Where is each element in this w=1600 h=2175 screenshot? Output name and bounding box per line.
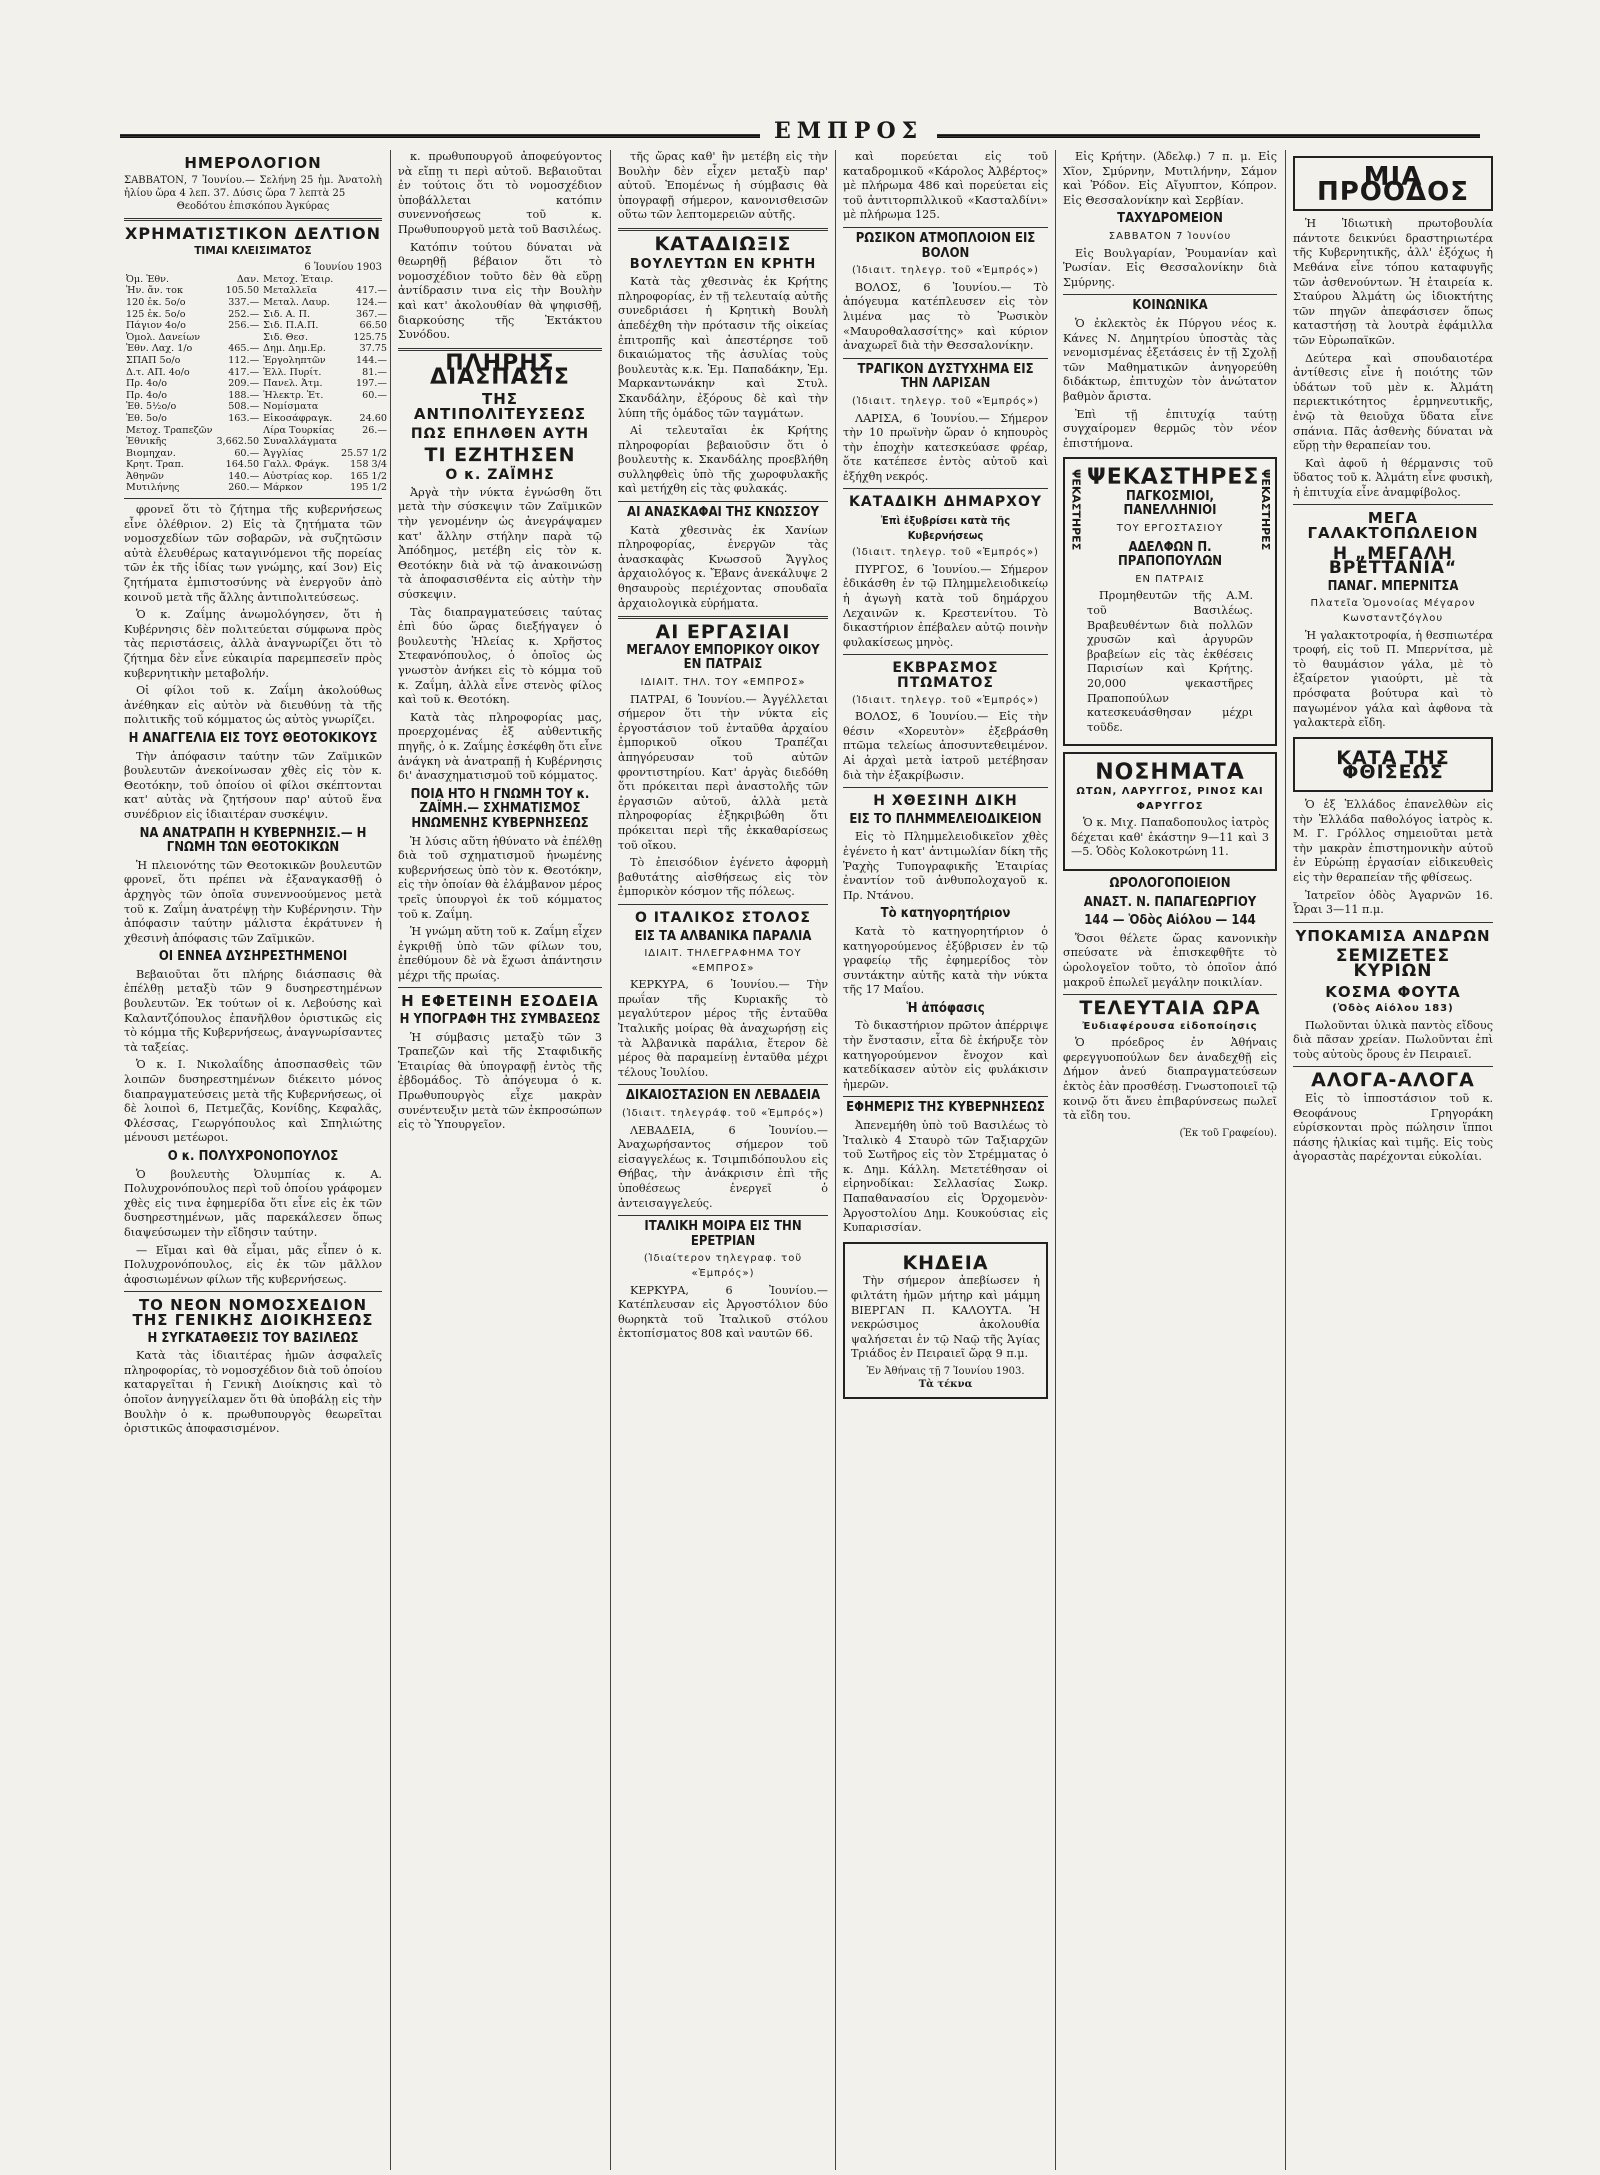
- article-paragraph: Κατὰ τὰς ἰδιαιτέρας ἡμῶν ἀσφαλεῖς πληροφορίας, τὸ νομοσχέδιον διὰ τοῦ ὁποίου καταργεῖται ἡ Γενικὴ Διοίκησις καὶ τὸ ὁποῖον ἀνηγγείλαμεν ὅτι θὰ ὑποβάλῃ εἰς τὴν Βουλὴν ὁ κ. πρωθυπουργὸς θεωρεῖται ὁριστικῶς ἀποφασισμένον.: [124, 1349, 382, 1436]
- ad-subtitle: ΠΑΓΚΟΣΜΙΟΙ, ΠΑΝΕΛΛΗΝΙΟΙ: [1123, 488, 1217, 519]
- financial-table-cell: 188.—: [228, 389, 260, 401]
- financial-table-row: [124, 448, 389, 460]
- ad-subtitle: ΑΝΑΣΤ. Ν. ΠΑΠΑΓΕΩΡΓΙΟΥ: [1083, 894, 1257, 910]
- article-paragraph: ΠΥΡΓΟΣ, 6 Ἰουνίου.— Σήμερον ἐδικάσθη ἐν τῷ Πλημμελειοδικείῳ ἡ ἀγωγὴ κατὰ τοῦ δημάρχου Λεχαινῶν κ. Κρεστενίτου. Τὸ δικαστήριον ἐπέβαλεν αὐτῷ ποινὴν φυλακίσεως μηνὸς.: [843, 562, 1048, 649]
- divider: [843, 787, 1048, 788]
- column-rule: [390, 150, 391, 2170]
- subheading: Ο κ. ΠΟΛΥΧΡΟΝΟΠΟΥΛΟΣ: [167, 1149, 339, 1164]
- financial-table-row: [124, 309, 389, 321]
- dateline: ΙΔΙΑΙΤ. ΤΗΛ. ΤΟΥ «ΕΜΠΡΟΣ»: [640, 677, 806, 688]
- article-paragraph: Εἰς Κρήτην. (Ἀδελφ.) 7 π. μ. Εἰς Χῖον, Σμύρνην, Μυτιλήνην, Σάμον καὶ Ῥόδον. Εἰς Αἴγυπτον, Κόπρον. Εἰς Θεσσαλονίκην καὶ Σερβίαν.: [1063, 150, 1277, 207]
- article-paragraph: Ὁ ἐκλεκτὸς ἐκ Πύργου νέος κ. Κάνες Ν. Δημητρίου ὑποστὰς τὰς νενομισμένας ἐξετάσεις ἐν τῇ Σχολῇ τῶν Μαθηματικῶν ἀνηγορεύθη διδάκτωρ, ἐπιτυχὼν τὸν ἀνώτατον βαθμὸν ἄριστα.: [1063, 316, 1277, 403]
- dateline: (Ἰδιαιτ. τηλεγρ. τοῦ «Ἐμπρός»): [852, 395, 1039, 407]
- financial-table-cell: Σιδ. Π.Α.Π.: [263, 320, 319, 332]
- financial-table-cell: 417.—: [355, 285, 387, 297]
- financial-table-cell: Σιδ. Α. Π.: [263, 308, 311, 320]
- headline: ΠΛΗΡΗΣ ΔΙΑΣΠΑΣΙΣ: [430, 350, 570, 391]
- subheading: Τὸ κατηγορητήριον: [880, 906, 1011, 922]
- financial-table-row: [124, 320, 389, 332]
- headline: ΚΑΤΑΔΙΚΗ ΔΗΜΑΡΧΟΥ: [849, 494, 1042, 511]
- article-paragraph: Τὰς διαπραγματεύσεις ταύτας ἐπὶ δύο ὥρας διεξήγαγεν ὁ βουλευτὴς Ἠλείας κ. Χρῆστος Στεφανόπουλος, ὁ ὁποῖος ὡς γνωστὸν ἀνήκει εἰς τὸ κόμμα τοῦ κ. Ζαΐμη, ἀλλὰ εἶνε στενὸς φίλος καὶ τοῦ κ. Θεοτόκη.: [398, 605, 602, 707]
- financial-table-cell: 66.50: [359, 320, 387, 332]
- financial-table-cell: Εἰκοσάφραγκ.: [263, 412, 333, 424]
- financial-table-cell: Πρ. 4ο/ο: [126, 389, 167, 401]
- ad-text: Πωλοῦνται ὑλικὰ παντὸς εἴδους διὰ πᾶσαν χρείαν. Πωλοῦνται ἐπὶ τοὺς αὐτοὺς ὅρους ἐν Πειραιεῖ.: [1293, 1018, 1493, 1061]
- subheading: ΕΙΣ ΤΑ ΑΛΒΑΝΙΚΑ ΠΑΡΑΛΙΑ: [634, 928, 812, 944]
- financial-table-row: [124, 274, 389, 286]
- progress-ad: [1293, 156, 1493, 211]
- divider: [843, 654, 1048, 655]
- subheading: ΙΤΑΛΙΚΗ ΜΟΙΡΑ ΕΙΣ ΤΗΝ ΕΡΕΤΡΙΑΝ: [644, 1219, 802, 1249]
- subheading: Ἡ ἀπόφασις: [906, 1000, 985, 1016]
- article-paragraph: Βεβαιοῦται ὅτι πλήρης διάσπασις θὰ ἐπέλθῃ μεταξὺ τῶν 9 δυσηρεστημένων βουλευτῶν. Ἐκ τούτων οἱ κ. Λεβούσης καὶ Καλαντζόπουλος ἐπανῆλθον ὁριστικῶς εἰς τὸ κόμμα τῆς Κυβερνήσεως, ἀναγνωρίσαντες τὰ ταξείας.: [124, 967, 382, 1054]
- financial-table-cell: Ἑλλ. Πυρίτ.: [263, 366, 322, 378]
- article-paragraph: Ἀργὰ τὴν νύκτα ἐγνώσθη ὅτι μετὰ τὴν σύσκεψιν τῶν Ζαϊμικῶν τὴν γενομένην ὡς ἀνεγράψαμεν κατ' ἄλλην στήλην παρὰ τῷ Ἀπόδημος, μετέβη εἰς τὸν κ. Θεοτόκην διὰ νὰ τῷ ἀνακοινώσῃ τὰ ἀποφασισθέντα εἰς αὐτὴν τὴν σύσκεψιν.: [398, 485, 602, 602]
- ad-text: Ὁ ἐξ Ἑλλάδος ἐπανελθὼν εἰς τὴν Ἑλλάδα παθολόγος ἰατρὸς κ. Μ. Γ. Γρόλλος σημειοῦται μετὰ τὴν μακρὰν ἐπιστημονικὴν αὐτοῦ ἐν Εὐρώπῃ ἐργασίαν εἰδικευθεὶς εἰς τὴν θεραπείαν τῆς φθίσεως.: [1293, 797, 1493, 884]
- financial-table-cell: Ἀθηνῶν: [126, 470, 164, 482]
- divider: [1063, 994, 1277, 995]
- financial-table-cell: Ἠλεκτρ. Ἐτ.: [263, 389, 324, 401]
- financial-table-row: [124, 425, 389, 437]
- ad-text: Δεύτερα καὶ σπουδαιοτέρα ἀντίθεσις εἶνε ἡ ποιότης τῶν ὑδάτων τοῦ μὲν κ. Ἀλμάτη περιεκτικότητος ἐρμηνευτικῆς, ἐνῷ τὰ θειοῦχα ὕδατα εἶνε σπάνια. Πᾶς ἀσθενὴς δύναται νὰ εὕρῃ τὴν θεραπείαν του.: [1293, 351, 1493, 453]
- headline: ΠΩΣ ΕΠΗΛΘΕΝ ΑΥΤΗ: [410, 426, 590, 443]
- article-paragraph: καὶ πορεύεται εἰς τοῦ καταδρομικοῦ «Κάρολος Ἀλβέρτος» μὲ πλήρωμα 486 καὶ πορεύεται εἰς τοῦ ἀντιτορπιλλικοῦ «Κασταλδίνι» μὲ πλήρωμα 125.: [843, 150, 1048, 222]
- column-2: [398, 150, 602, 2160]
- ad-text: Προμηθευτῶν τῆς Α.Μ. τοῦ Βασιλέως. Βραβευθέντων διὰ πολλῶν χρυσῶν καὶ ἀργυρῶν βραβείων εἰς τὰς ἐκθέσεις Παρισίων καὶ Κρήτης. 20,000 ψεκαστῆρες Πραποπούλων κατεσκευάσθησαν μέχρι τοῦδε.: [1087, 589, 1253, 734]
- financial-table-cell: 60.—: [234, 447, 260, 459]
- ad-title: ΚΑΤΑ ΤΗΣ ΦΘΙΣΕΩΣ: [1336, 746, 1450, 784]
- article-paragraph: Κατὰ τὰς χθεσινὰς ἐκ Κρήτης πληροφορίας, ἐν τῇ τελευταίᾳ αὐτῆς συνεδριάσει ἡ Κρητικὴ Βουλὴ ἀπεδέχθη τὴν πρότασιν τῆς οἰκείας ἐπιτροπῆς καὶ ἀπεστέρησε τοῦ δικαιώματος τῆς ἀσυλίας τοὺς βουλευτὰς κ.κ. Ἐμ. Παπαδάκην, Ἐμ. Μαρκαντωνάκην καὶ Στυλ. Σκανδάλην, ἐξόρους δὲ καὶ τὴν λύπη τῆς ὁμάδος τῶν ταγμάτων.: [618, 275, 828, 420]
- financial-table-cell: 252.—: [228, 308, 260, 320]
- column-rule: [835, 150, 836, 2170]
- article-paragraph: Κατὰ τὸ κατηγορητήριον ὁ κατηγορούμενος ἐξύβρισεν ἐν τῷ γραφείῳ τῆς ἐφημερίδος τὸν συντάκτην αὐτῆς κατὰ τὴν νύκτα τῆς 17 Μαΐου.: [843, 924, 1048, 997]
- subheading: Η ΥΠΟΓΡΑΦΗ ΤΗΣ ΣΥΜΒΑΣΕΩΣ: [399, 1012, 601, 1028]
- financial-table-cell: 158 3/4: [350, 459, 387, 471]
- sprayers-side-label: ΨΕΚΑΣΤΗΡΕΣ: [1259, 469, 1272, 551]
- subheading: ΜΕΓΑΛΟΥ ΕΜΠΟΡΙΚΟΥ ΟΙΚΟΥ ΕΝ ΠΑΤΡΑΙΣ: [626, 642, 820, 673]
- ad-title: ΑΛΟΓΑ-ΑΛΟΓΑ: [1311, 1069, 1475, 1092]
- column-1: [124, 150, 387, 2160]
- article-paragraph: ΛΑΡΙΣΑ, 6 Ἰουνίου.— Σήμερον τὴν 10 πρωϊνὴν ὥραν ὁ κηπουρὸς τὴν ἐποχὴν κατεσκεύασε φρέαρ, ὅτε κατέπεσε ἐντὸς αὐτοῦ καὶ ἐξήχθη νεκρός.: [843, 411, 1048, 483]
- column-rule: [1055, 150, 1056, 2170]
- ad-title: ΜΕΓΑ ΓΑΛΑΚΤΟΠΩΛΕΙΟΝ: [1307, 509, 1479, 543]
- financial-table-cell: 125.75: [353, 331, 387, 343]
- financial-table-cell: Συναλλάγματα: [263, 436, 337, 448]
- financial-table-cell: 417.—: [228, 366, 260, 378]
- article-paragraph: — Εἴμαι καὶ θὰ εἶμαι, μᾶς εἶπεν ὁ κ. Πολυχρονόπουλος, εἰς ἐκ τῶν μᾶλλον ἀφοσιωμένων φίλων τῆς κυβερνήσεως.: [124, 1243, 382, 1286]
- doctor-ad: [1063, 752, 1277, 871]
- divider: [1293, 922, 1493, 923]
- financial-table-cell: Δ.τ. ΑΠ. 4ο/ο: [126, 366, 190, 378]
- headline: ΤΙ ΕΖΗΤΗΣΕΝ: [424, 443, 576, 466]
- financial-table-cell: 60.—: [362, 389, 387, 401]
- financial-table-cell: [214, 425, 261, 437]
- dateline: (Ἰδιαιτ. τηλεγράφ. τοῦ «Ἐμπρός»): [621, 1108, 825, 1120]
- financial-table-cell: 120 ἐκ. 5ο/ο: [126, 296, 186, 308]
- article-paragraph: Εἰς τὸ Πλημμελειοδικεῖον χθὲς ἐγένετο ἡ κατ' ἀντιμωλίαν δίκη τῆς Ῥαχὴς Τυπογραφικῆς Ἑταιρίας ἐναντίον τοῦ ἀνθυπολοχαγοῦ κ. Πρ. Ντάνου.: [843, 830, 1048, 902]
- subheading: ΕΙΣ ΤΟ ΠΛΗΜΜΕΛΕΙΟΔΙΚΕΙΟΝ: [849, 811, 1042, 827]
- divider: [843, 358, 1048, 359]
- article-paragraph: τῆς ὥρας καθ' ἣν μετέβη εἰς τὴν Βουλὴν δὲν εἶχεν μεταξὺ παρ' αὐτοῦ. Ἐπομένως ἡ σύμβασις θὰ ὑπογραφῇ σήμερον, κανονισθεισῶν οὕτω τῶν λεπτομερειῶν αὐτῆς.: [618, 150, 828, 222]
- article-paragraph: Τὸ δικαστήριον πρῶτον ἀπέρριψε τὴν ἔνστασιν, εἶτα δὲ ἐκήρυξε τὸν κατηγορούμενον ἔνοχον καὶ κατεδίκασεν αὐτὸν εἰς φυλάκισιν ἡμερῶν.: [843, 1019, 1048, 1091]
- financial-table-cell: Αὐστρίας κορ.: [263, 470, 333, 482]
- article-paragraph: Κατὰ τὰς πληροφορίας μας, προερχομένας ἐξ αὐθεντικῆς πηγῆς, ὁ κ. Ζαΐμης ἐσκέφθη ὅτι εἶνε ἀνάγκη νὰ ἀνατραπῇ ἡ Κυβέρνησις δι' ἀνασχηματισμοῦ τοῦ κόμματος.: [398, 710, 602, 783]
- financial-bulletin-date: 6 Ἰουνίου 1903: [304, 261, 382, 273]
- article-paragraph: Ἡ σύμβασις μεταξὺ τῶν 3 Τραπεζῶν καὶ τῆς Σταφιδικῆς Ἑταιρίας θὰ ὑπογραφῇ ἐντὸς τῆς ἐβδομάδος. Τὸ ἀπόγευμα ὁ κ. Πρωθυπουργὸς εἶχε μακρὰν συνέντευξιν μετὰ τῶν ἐκπροσώπων εἰς τὸ Ὑπουργεῖον.: [398, 1030, 602, 1132]
- financial-table-cell: [214, 332, 261, 344]
- subheading: ΝΑ ΑΝΑΤΡΑΠΗ Η ΚΥΒΕΡΝΗΣΙΣ.— Η ΓΝΩΜΗ ΤΩΝ ΘΕΟΤΟΚΙΚΩΝ: [139, 825, 367, 856]
- divider: [398, 987, 602, 988]
- divider: [1063, 294, 1277, 295]
- financial-table-cell: Ἐθ. 5ο/ο: [126, 412, 167, 424]
- article-paragraph: Κατὰ χθεσινὰς ἐκ Χανίων πληροφορίας, ἐνεργῶν τὰς ἀνασκαφὰς Κνωσσοῦ Ἄγγλος ἀρχαιολόγος κ. Ἔβανς ἀνεκάλυψε 2 θησαυροὺς περιέχοντας σπουδαῖα ἀρχαιολογικὰ εὑρήματα.: [618, 523, 828, 610]
- ad-subtitle: Η „ΜΕΓΑΛΗ ΒΡΕΤΤΑΝΙΑ“: [1328, 543, 1458, 579]
- financial-table-row: [124, 343, 389, 355]
- article-paragraph: Ἡ λύσις αὕτη ἠθύνατο νὰ ἐπέλθῃ διὰ τοῦ σχηματισμοῦ ἡνωμένης κυβερνήσεως ὑπὸ τὸν κ. Θεοτόκην, εἰς τὴν ὁποίαν θὰ ἐλάμβανον μέρος τρεῖς ὑπουργοὶ ἐκ τοῦ κόμματος τοῦ κ. Ζαΐμη.: [398, 834, 602, 921]
- calendar-title: ΗΜΕΡΟΛΟΓΙΟΝ: [184, 154, 322, 172]
- article-paragraph: ΒΟΛΟΣ, 6 Ἰουνίου.— Τὸ ἀπόγευμα κατέπλευσεν εἰς τὸν λιμένα μας τὸ Ῥωσικὸν «Μαυροθαλασσίτης» καὶ κύριον ἀναχωρεῖ διὰ τὴν Θεσσαλονίκην.: [843, 280, 1048, 353]
- headline: ΤΟ ΝΕΟΝ ΝΟΜΟΣΧΕΔΙΟΝ ΤΗΣ ΓΕΝΙΚΗΣ ΔΙΟΙΚΗΣΕΩΣ: [132, 1296, 374, 1329]
- column-6: [1293, 150, 1493, 2160]
- financial-table-cell: Ἀγγλίας: [263, 447, 304, 459]
- financial-table-row: [124, 390, 389, 402]
- financial-table-cell: Μετοχ. Ἑταιρ.: [263, 273, 334, 285]
- subheading: ΚΟΙΝΩΝΙΚΑ: [1132, 298, 1208, 314]
- ad-text: Ἡ Ἰδιωτικὴ πρωτοβουλία πάντοτε δεικνύει δραστηριωτέρα τῆς Κυβερνητικῆς, ἀλλ' ἐξόχως ἡ Μεθάνα εἶνε τόπου καταφυγῆς τῶν ἀσθενούντων. Ἡ ἐταιρεία κ. Σταύρου Ἀλμάτη ὡς ἰδιοκτήτης τῶν πηγῶν ἀπεφάσισεν ὅπως καταστήσῃ τὰ λουτρὰ ἐφάμιλλα τῶν Εὐρωπαϊκῶν.: [1293, 217, 1493, 347]
- financial-table-cell: Νομίσματα: [263, 401, 319, 413]
- ad-text: Ἡ γαλακτοτροφία, ἡ θεσπιωτέρα τροφή, εἰς τοῦ Π. Μπερνίτσα, μὲ τὸ θαυμάσιον γάλα, μὲ τὸ ἐξαίρετον γιαούρτι, μὲ τὰ πρόσφατα βούτυρα καὶ τὸ παγωμένον γάλα καὶ ἀφθονα τὰ γαλακτερὰ εἴδη.: [1293, 628, 1493, 730]
- financial-table: [124, 274, 389, 494]
- funeral-place: Ἐν Ἀθήναις τῇ 7 Ἰουνίου 1903.: [866, 1365, 1025, 1377]
- article-paragraph: ΚΕΡΚΥΡΑ, 6 Ἰουνίου.— Κατέπλευσαν εἰς Ἀργοστόλιον δύο θωρηκτὰ τοῦ Ἰταλικοῦ στόλου ἐκτοπίσματος 808 καὶ ναυτῶν 66.: [618, 1283, 828, 1341]
- financial-table-cell: [339, 274, 389, 286]
- subheading: ΑΙ ΑΝΑΣΚΑΦΑΙ ΤΗΣ ΚΝΩΣΣΟΥ: [627, 505, 819, 521]
- subheading: ΡΩΣΙΚΟΝ ΑΤΜΟΠΛΟΙΟΝ ΕΙΣ ΒΟΛΟΝ: [855, 230, 1036, 261]
- financial-table-cell: Πανελ. Ἀτμ.: [263, 378, 323, 390]
- financial-table-row: [124, 471, 389, 483]
- subheading: Η ΑΝΑΓΓΕΛΙΑ ΕΙΣ ΤΟΥΣ ΘΕΟΤΟΚΙΚΟΥΣ: [128, 730, 378, 746]
- divider: [1293, 1066, 1493, 1067]
- article-paragraph: Τὸ ἐπεισόδιον ἐγένετο ἀφορμὴ βαθυτάτης αἰσθήσεως εἰς τὸν ἐμπορικὸν κόσμον τῆς πόλεως.: [618, 856, 828, 899]
- dateline: (Ἰδιαιτ. τηλεγρ. τοῦ «Ἐμπρός»): [852, 547, 1039, 559]
- divider: [843, 488, 1048, 489]
- financial-table-cell: Πρ. 4ο/ο: [126, 378, 167, 390]
- dateline: (Ἰδιαιτ. τηλεγρ. τοῦ «Ἐμπρός»): [852, 265, 1039, 277]
- subheading: ΕΦΗΜΕΡΙΣ ΤΗΣ ΚΥΒΕΡΝΗΣΕΩΣ: [846, 1100, 1045, 1116]
- financial-table-cell: 125 ἐκ. 5ο/ο: [126, 308, 186, 320]
- funeral-signature: Τὰ τέκνα: [918, 1378, 973, 1390]
- column-rule: [1285, 150, 1286, 2170]
- headline: Η ΧΘΕΣΙΝΗ ΔΙΚΗ: [873, 793, 1018, 810]
- dateline: (Ἰδιαιτ. τηλεγρ. τοῦ «Ἐμπρός»): [852, 694, 1039, 706]
- financial-table-cell: 37.75: [359, 343, 387, 355]
- article-paragraph: Ὁ κ. Ζαΐμης ἀνωμολόγησεν, ὅτι ἡ Κυβέρνησις δὲν πολιτεύεται σύμφωνα πρὸς τὰς περιστάσεις, ἀλλὰ ἀναγνωρίζει ὅτι τὸ ζήτημα δὲν εἶνε εὐκαιρία παρεμπεσεῖν πρὸς κυβερνητικὴν μεταβολήν.: [124, 608, 382, 680]
- financial-table-cell: Μεταλ. Λαυρ.: [263, 296, 330, 308]
- ad-subtitle: Ἐυδιαφέρουσα εἰδοποίησις: [1082, 1020, 1258, 1032]
- financial-table-cell: 367.—: [355, 308, 387, 320]
- financial-bulletin-subtitle: ΤΙΜΑΙ ΚΛΕΙΣΙΜΑΤΟΣ: [194, 245, 312, 258]
- financial-table-cell: 3,662.50: [216, 436, 260, 448]
- subheading: ΟΙ ΕΝΝΕΑ ΔΥΣΗΡΕΣΤΗΜΕΝΟΙ: [158, 949, 348, 965]
- subheading: ΤΡΑΓΙΚΟΝ ΔΥΣΤΥΧΗΜΑ ΕΙΣ ΤΗΝ ΛΑΡΙΣΑΝ: [857, 361, 1034, 392]
- financial-table-cell: 197.—: [355, 378, 387, 390]
- article-paragraph: Ἡ γνώμη αὕτη τοῦ κ. Ζαΐμη εἶχεν ἐγκριθῇ ὑπὸ τῶν φίλων του, ἐπεθύμουν δὲ νὰ ἔχωσι ἀπάντησιν μέχρι τῆς πρωίας.: [398, 925, 602, 982]
- financial-table-cell: 260.—: [228, 482, 260, 494]
- financial-table-cell: Μεταλλεῖα: [263, 285, 318, 297]
- divider: [1293, 504, 1493, 505]
- masthead: [120, 118, 1480, 144]
- ad-subtitle: ΣΕΜΙΖΕΤΕΣ ΚΥΡΙΩΝ: [1335, 946, 1451, 981]
- financial-table-cell: Σιδ. Θεσ.: [263, 331, 309, 343]
- ad-text: Καὶ ἀφοῦ ἡ θέρμανσις τοῦ ὕδατος τοῦ κ. Ἀλμάτη εἶνε φυσικὴ, ἡ ἐπιτυχία εἶνε ἀναμφίβολος.: [1293, 456, 1493, 499]
- divider: [618, 904, 828, 905]
- column-rule: [610, 150, 611, 2170]
- financial-table-cell: Λίρα Τουρκίας: [263, 424, 335, 436]
- financial-table-cell: 25.57 1/2: [340, 447, 387, 459]
- financial-table-cell: 165 1/2: [350, 470, 387, 482]
- financial-table-cell: Ἐθνικῆς: [126, 436, 167, 448]
- article-paragraph: Οἱ φίλοι τοῦ κ. Ζαΐμη ἀκολούθως ἀνέθηκαν εἰς αὐτὸν νὰ διευθύνῃ τὰ τῆς πολιτικῆς τοῦ κόμματος ὡς αὐτὸς γνωρίζει.: [124, 684, 382, 727]
- financial-table-cell: Ἐργοληπτῶν: [263, 354, 326, 366]
- column-5: [1063, 150, 1277, 2160]
- headline: ΚΑΤΑΔΙΩΞΙΣ: [654, 232, 792, 255]
- financial-table-row: [124, 378, 389, 390]
- divider: [618, 501, 828, 502]
- ad-subtitle: ΚΟΣΜΑ ΦΟΥΤΑ: [1325, 982, 1461, 1001]
- financial-table-row: [124, 401, 389, 413]
- financial-table-cell: 465.—: [228, 343, 260, 355]
- financial-bulletin-title: ΧΡΗΜΑΤΙΣΤΙΚΟΝ ΔΕΛΤΙΟΝ: [125, 223, 381, 243]
- dateline: ΙΔΙΑΙΤ. ΤΗΛΕΓΡΑΦΗΜΑ ΤΟΥ «ΕΜΠΡΟΣ»: [644, 948, 802, 974]
- ad-subtitle: 144 — Ὁδὸς Αἰόλου — 144: [1084, 913, 1256, 929]
- headline: Η ΕΦΕΤΕΙΝΗ ΕΣΟΔΕΙΑ: [401, 992, 599, 1011]
- divider: [843, 227, 1048, 228]
- article-paragraph: Ὁ βουλευτὴς Ὀλυμπίας κ. Α. Πολυχρονόπουλος περὶ τοῦ ὁποίου γράφομεν χθὲς εἰς τινα ἐφημερίδα ὅτι εἶνε εἰς ἐκ τῶν δυσηρεστημένων, μᾶς παρεκάλεσεν ὅπως διαψεύσωμεν τὴν εἴδησιν ταύτην.: [124, 1167, 382, 1239]
- divider: [843, 1096, 1048, 1097]
- dateline: ΣΑΒΒΑΤΟΝ 7 Ἰουνίου: [1108, 230, 1232, 242]
- funeral-title: ΚΗΔΕΙΑ: [902, 1251, 989, 1274]
- article-paragraph: κ. πρωθυπουργοῦ ἀποφεύγοντος νὰ εἴπῃ τι περὶ αὐτοῦ. Βεβαιοῦται ἐν τούτοις ὅτι τὸ νομοσχέδιον ὑποβάλλεται κατόπιν συνεννοήσεως τοῦ κ. Πρωθυπουργοῦ μετὰ τοῦ Βασιλέως.: [398, 150, 602, 236]
- financial-table-cell: [339, 436, 389, 448]
- financial-table-cell: 209.—: [228, 378, 260, 390]
- financial-table-row: [124, 285, 389, 297]
- ad-subtitle: Πλατεῖα Ὁμονοίας Μέγαρον Κωνσταντζόγλου: [1310, 598, 1476, 625]
- financial-table-cell: Πάγιον 4ο/ο: [126, 320, 186, 332]
- ad-text: Ὁ κ. Μιχ. Παπαδοπουλος ἰατρὸς δέχεται καθ' ἑκάστην 9—11 καὶ 3—5. Ὁδὸς Κολοκοτρώνη 11.: [1071, 816, 1269, 859]
- financial-table-cell: Βιομηχαν.: [126, 447, 176, 459]
- article-paragraph: Ἀπενεμήθη ὑπὸ τοῦ Βασιλέως τὸ Ἰταλικὸ 4 Σταυρὸ τῶν Ταξιαρχῶν τοῦ Σωτῆρος εἰς τὸν Στρέμματας ὁ κ. Δημ. Κάλλη. Μετετέθησαν οἱ εἰρηνοδίκαι: Σελλασίας Σωκρ. Παπαθανασίου εἰς Ὀρχομενὸν· Ἀργοστολίου Δημ. Κουκούσιας εἰς Κυπαρισσίαν.: [843, 1119, 1048, 1235]
- ad-title: ΜΙΑ ΠΡΟΟΔΟΣ: [1316, 162, 1469, 207]
- article-paragraph: Τὴν ἀπόφασιν ταύτην τῶν Ζαϊμικῶν βουλευτῶν ἀνεκοίνωσαν χθὲς εἰς τὸν κ. Θεοτόκην, τοῦ ὁποίου οἱ φίλοι σκέπτονται κατ' αὐτὰς νὰ ζητήσουν παρ' αὐτοῦ ἕνα συνέδριον εἰς ἰδιαιτέραν συσκέψιν.: [124, 749, 382, 821]
- financial-table-cell: 195 1/2: [350, 482, 387, 494]
- article-paragraph: ΒΟΛΟΣ, 6 Ἰουνίου.— Εἰς τὴν θέσιν «Χορευτὸν» ἐξεβράσθη πτῶμα τελείως ἀποσυντεθειμένον. Αἱ ἀρχαὶ μετὰ ἰατροῦ μετέβησαν διὰ τὴν ἐξακρίβωσιν.: [843, 710, 1048, 782]
- funeral-notice: [843, 1242, 1048, 1399]
- headline: ΒΟΥΛΕΥΤΩΝ ΕΝ ΚΡΗΤΗ: [629, 256, 817, 272]
- financial-table-cell: Μυτιλήνης: [126, 482, 180, 494]
- divider: [124, 1291, 382, 1292]
- ad-title: ΤΕΛΕΥΤΑΙΑ ΩΡΑ: [1079, 997, 1261, 1020]
- article-paragraph: Ἡ πλειονότης τῶν Θεοτοκικῶν βουλευτῶν φρονεῖ, ὅτι πρέπει νὰ ἐξαναγκασθῇ ὁ ἀρχηγὸς τῶν ὁποῖα συνεννοούμενος μετὰ τοῦ κ. Ζαΐμη ἀνατρέψῃ τὴν Κυβέρνησιν. Τὴν ἀπόφασιν ταύτην μάλιστα ἐκράτυνεν ἡ χθεσινὴ ἀπόφασις τῶν Ζαϊμικῶν.: [124, 858, 382, 945]
- subheading: ΔΙΚΑΙΟΣΤΑΣΙΟΝ ΕΝ ΛΕΒΑΔΕΙΑ: [625, 1088, 821, 1104]
- financial-table-row: [124, 367, 389, 379]
- tuberculosis-ad: [1293, 737, 1493, 792]
- financial-table-cell: Δημ. Δημ.Ερ.: [263, 343, 326, 355]
- financial-table-cell: Ἡν. ἄν. τοκ: [126, 285, 183, 297]
- financial-table-cell: Δαν.: [236, 273, 260, 285]
- financial-table-cell: 112.—: [228, 354, 260, 366]
- article-paragraph: ΛΕΒΑΔΕΙΑ, 6 Ἰουνίου.— Ἀναχωρήσαντος σήμερον τοῦ εἰσαγγελέως κ. Τσιμπιδόπουλου εἰς Θήβας, τὴν ἀνάκρισιν ἐπὶ τῆς ὑποθέσεως ἐνεργεῖ ὁ ἀντεισαγγελεύς.: [618, 1123, 828, 1210]
- financial-table-cell: Ἐθ. 5½ο/ο: [126, 401, 177, 413]
- financial-table-cell: Μετοχ. Τραπεζῶν: [126, 424, 213, 436]
- ad-title: ΨΕΚΑΣΤΗΡΕΣ: [1087, 465, 1260, 491]
- financial-table-cell: 163.—: [228, 412, 260, 424]
- article-paragraph: ΠΑΤΡΑΙ, 6 Ἰουνίου.— Ἀγγέλλεται σήμερον ὅτι τὴν νύκτα εἰς ἐργοστάσιον τοῦ ἐνταῦθα ἀρχαίου ἐμπορικοῦ οἴκου Τραπέζαι ἀπηγόρευσαν τοῦ αὐτῶν φροντιστηρίου. Κατ' ἀργὰς διεδόθη ὅτι πρόκειται περὶ ἀναστολῆς τῶν ἐργασιῶν αὐτοῦ, ἀλλὰ μετὰ πληροφορίας ἐξηκριβώθη ὅτι πρόκειται περὶ τῆς ἐκκαθαρίσεως τοῦ οἴκου.: [618, 692, 828, 852]
- financial-table-cell: 81.—: [362, 366, 387, 378]
- article-paragraph: Εἰς Βουλγαρίαν, Ῥουμανίαν καὶ Ῥωσίαν. Εἰς Θεσσαλονίκην διὰ Σμύρνης.: [1063, 246, 1277, 289]
- newspaper-name: ΕΜΠΡΟΣ: [760, 118, 937, 144]
- divider: [618, 616, 828, 619]
- financial-table-cell: 337.—: [228, 296, 260, 308]
- financial-table-cell: 164.50: [225, 459, 260, 471]
- article-paragraph: φρονεῖ ὅτι τὸ ζήτημα τῆς κυβερνήσεως εἶνε ὀλέθριον. 2) Εἰς τὰ ζητήματα τῶν νομοσχεδίων τῶν σοβαρῶν, νὰ συζητῶσιν αὐτὰ ἐλευθέρως καταγινόμενοι τῆς πορείας τῶν ἐκ τῆς ἰδίας των γνώμης, καί 3ον) Εἰς ζητήματα ἐμπιστοσύνης νὰ ἐνεργοῦν ἀπὸ κοινοῦ μετὰ τῆς ἄλλης ἀντιπολιτεύσεως.: [124, 503, 382, 604]
- article-paragraph: Ὁ κ. Ι. Νικολαΐδης ἀποσπασθεὶς τῶν λοιπῶν δυσηρεστημένων διέκειτο μόνος διαπραγματεύσεις μετὰ τῆς Κυβερνήσεως, οἱ δὲ λοιποὶ 6, Πετμεζᾶς, Κονίδης, Κεφαλᾶς, Φλέσσας, Γεωργόπουλος καὶ Σπηλιώτης μένουσι μετέωροι.: [124, 1058, 382, 1145]
- financial-table-row: [124, 332, 389, 344]
- headline: ΕΚΒΡΑΣΜΟΣ ΠΤΩΜΑΤΟΣ: [892, 660, 999, 691]
- ad-text: Ὁ πρόεδρος ἐν Ἀθήναις φερεγγυοπούλων δεν ἀναδεχθῇ εἰς Δήμον ἀνεύ διαπραγματεύσεων ἐκτὸς ἐὰν προσθέσῃ. Γνωστοποιεῖ τῷ κοινῷ ὅτι ἄνευ ἐπιβαρύνσεως πωλεῖ τὰ εἴδη του.: [1063, 1036, 1277, 1123]
- ad-subtitle: ΕΝ ΠΑΤΡΑΙΣ: [1135, 573, 1205, 585]
- subheading: Η ΣΥΓΚΑΤΑΘΕΣΙΣ ΤΟΥ ΒΑΣΙΛΕΩΣ: [147, 1330, 359, 1346]
- column-3: [618, 150, 828, 2160]
- ad-subtitle: ΠΑΝΑΓ. ΜΠΕΡΝΙΤΣΑ: [1327, 578, 1459, 594]
- financial-table-cell: Ὁμολ. Δανείων: [126, 331, 201, 343]
- column-4: [843, 150, 1048, 2160]
- financial-table-row: [124, 459, 389, 471]
- subheading: ΠΟΙΑ ΗΤΟ Η ΓΝΩΜΗ ΤΟΥ κ. ΖΑΪΜΗ.— ΣΧΗΜΑΤΙΣΜΟΣ ΗΝΩΜΕΝΗΣ ΚΥΒΕΡΝΗΣΕΩΣ: [410, 786, 590, 831]
- headline: Ο κ. ΖΑΪΜΗΣ: [445, 467, 555, 484]
- article-paragraph: Αἱ τελευταῖαι ἐκ Κρήτης πληροφορίαι βεβαιοῦσιν ὅτι ὁ βουλευτὴς κ. Σκανδάλης προεβλήθη συλληφθεὶς ὑπὸ τῆς χωροφυλακῆς καὶ μετήχθη εἰς τὰς φυλακάς.: [618, 424, 828, 496]
- ad-signature: (Ἐκ τοῦ Γραφείου).: [1179, 1127, 1277, 1139]
- divider: [124, 498, 382, 499]
- ad-title: ΥΠΟΚΑΜΙΣΑ ΑΝΔΡΩΝ: [1295, 926, 1491, 945]
- divider: [618, 1215, 828, 1216]
- divider: [618, 228, 828, 231]
- sprayers-side-label: ΨΕΚΑΣΤΗΡΕΣ: [1069, 469, 1083, 551]
- financial-table-cell: Κρητ. Τραπ.: [126, 459, 184, 471]
- ad-subtitle: (Ὁδὸς Αἰόλου 183): [1332, 1003, 1454, 1015]
- financial-table-row: [124, 413, 389, 425]
- funeral-text: Τὴν σήμερον ἀπεβίωσεν ἡ φιλτάτη ἡμῶν μήτηρ καὶ μάμμη ΒΙΕΡΓΑΝ Π. ΚΑΛΟΥΤΑ. Ἡ νεκρώσιμος ἀκολουθία ψαλήσεται ἐν τῷ Ναῷ τῆς Ἁγίας Τριάδος ἐν Πειραιεῖ ὥρᾳ 9 π.μ.: [851, 1274, 1040, 1361]
- financial-table-cell: Ὀμ. Ἐθν.: [126, 273, 170, 285]
- sprayers-ad: [1063, 457, 1277, 746]
- ad-subtitle: ΤΟΥ ΕΡΓΟΣΤΑΣΙΟΥ: [1116, 523, 1224, 535]
- headline: ΑΙ ΕΡΓΑΣΙΑΙ: [655, 621, 791, 644]
- ad-text: Ὅσοι θέλετε ὥρας κανονικὴν σπεύσατε νὰ ἐπισκεφθῆτε τὸ ὡρολογεῖον τοῦτο, τὸ ὁποῖον ἀπό μακροῦ ἐπωλεῖ μεγάλην ποικιλίαν.: [1063, 931, 1277, 989]
- subheading: ΤΑΧΥΔΡΟΜΕΙΟΝ: [1117, 211, 1223, 227]
- financial-table-cell: Γαλλ. Φράγκ.: [263, 459, 330, 471]
- financial-table-cell: 140.—: [228, 470, 260, 482]
- financial-table-cell: ΣΠΑΠ 5ο/ο: [126, 354, 181, 366]
- financial-table-cell: 26.—: [362, 424, 387, 436]
- financial-table-row: [124, 297, 389, 309]
- financial-table-cell: [339, 401, 389, 413]
- financial-table-cell: 144.—: [355, 354, 387, 366]
- ad-text: Ἰατρεῖον ὁδὸς Ἀγαρνῶν 16. Ὧραι 3—11 π.μ.: [1293, 888, 1493, 917]
- financial-table-cell: 124.—: [355, 296, 387, 308]
- ad-subtitle: ΩΤΩΝ, ΛΑΡΥΓΓΟΣ, ΡΙΝΟΣ ΚΑΙ ΦΑΡΥΓΓΟΣ: [1076, 785, 1264, 812]
- divider: [124, 218, 382, 221]
- dateline: (Ἰδιαίτερον τηλεγραφ. τοῦ «Ἐμπρός»): [643, 1253, 803, 1279]
- financial-table-cell: Ἐθν. Λαχ. 1/ο: [126, 343, 193, 355]
- financial-table-cell: Μάρκον: [263, 482, 303, 494]
- ad-title: ΩΡΟΛΟΓΟΠΟΙΕΙΟΝ: [1109, 875, 1231, 891]
- article-paragraph: Ἐπὶ τῇ ἐπιτυχίᾳ ταύτῃ συγχαίρομεν θερμῶς τὸν νέον ἐπιστήμονα.: [1063, 407, 1277, 450]
- financial-table-row: [124, 355, 389, 367]
- financial-table-row: [124, 436, 389, 448]
- financial-table-cell: 24.60: [359, 412, 387, 424]
- ad-text: Εἰς τὸ ἱπποστάσιον τοῦ κ. Θεοφάνους Γρηγοράκη εὑρίσκονται πρὸς πώλησιν ἵπποι πάσης ἡλικίας καὶ τιμῆς. Εἰς τοὺς ἀγοραστὰς παρέχονται εὐκολίαι.: [1293, 1092, 1493, 1164]
- headline: Ο ΙΤΑΛΙΚΟΣ ΣΤΟΛΟΣ: [635, 909, 811, 926]
- financial-table-cell: 256.—: [228, 320, 260, 332]
- financial-table-cell: 105.50: [225, 285, 260, 297]
- financial-table-row: [124, 482, 389, 494]
- headline: ΤΗΣ ΑΝΤΙΠΟΛΙΤΕΥΣΕΩΣ: [413, 389, 587, 423]
- ad-title: ΝΟΣΗΜΑΤΑ: [1095, 760, 1245, 786]
- calendar-text: ΣΑΒΒΑΤΟΝ, 7 Ἰουνίου.— Σελήνη 25 ἡμ. Ἀνατολὴ ἡλίου ὥρα 4 λεπ. 37. Δύσις ὥρα 7 λεπτὰ 25: [124, 174, 382, 199]
- calendar-saint: Θεοδότου ἐπισκόπου Ἀγκύρας: [176, 200, 330, 212]
- ad-subtitle: ΑΔΕΛΦΩΝ Π. ΠΡΑΠΟΠΟΥΛΩΝ: [1117, 539, 1223, 570]
- article-paragraph: Κατόπιν τούτου δύναται νὰ θεωρηθῇ βέβαιον ὅτι τὸ νομοσχέδιον τοῦτο δὲν θὰ εὕρῃ ἀντίδρασιν τινα εἰς τὴν Βουλὴν καὶ κατ' ἀκολουθίαν θὰ ψηφισθῇ, διαρκούσης τῆς Ἐκτάκτου Συνόδου.: [398, 240, 602, 342]
- article-paragraph: ΚΕΡΚΥΡΑ, 6 Ἰουνίου.— Τὴν πρωΐαν τῆς Κυριακῆς τὸ μεγαλύτερον μέρος τῆς ἐνταῦθα Ἰταλικῆς μοίρας θὰ ἀναχωρήσῃ εἰς τὰ Ἀλβανικὰ παράλια, ἕτερον δὲ μέρος θὰ παραμείνῃ ἐνταῦθα μέχρι τέλους Ἰουλίου.: [618, 978, 828, 1079]
- divider: [618, 1084, 828, 1085]
- subheading: Ἐπὶ ἐξυβρίσει κατὰ τῆς Κυβερνήσεως: [880, 514, 1011, 542]
- financial-table-cell: 508.—: [228, 401, 260, 413]
